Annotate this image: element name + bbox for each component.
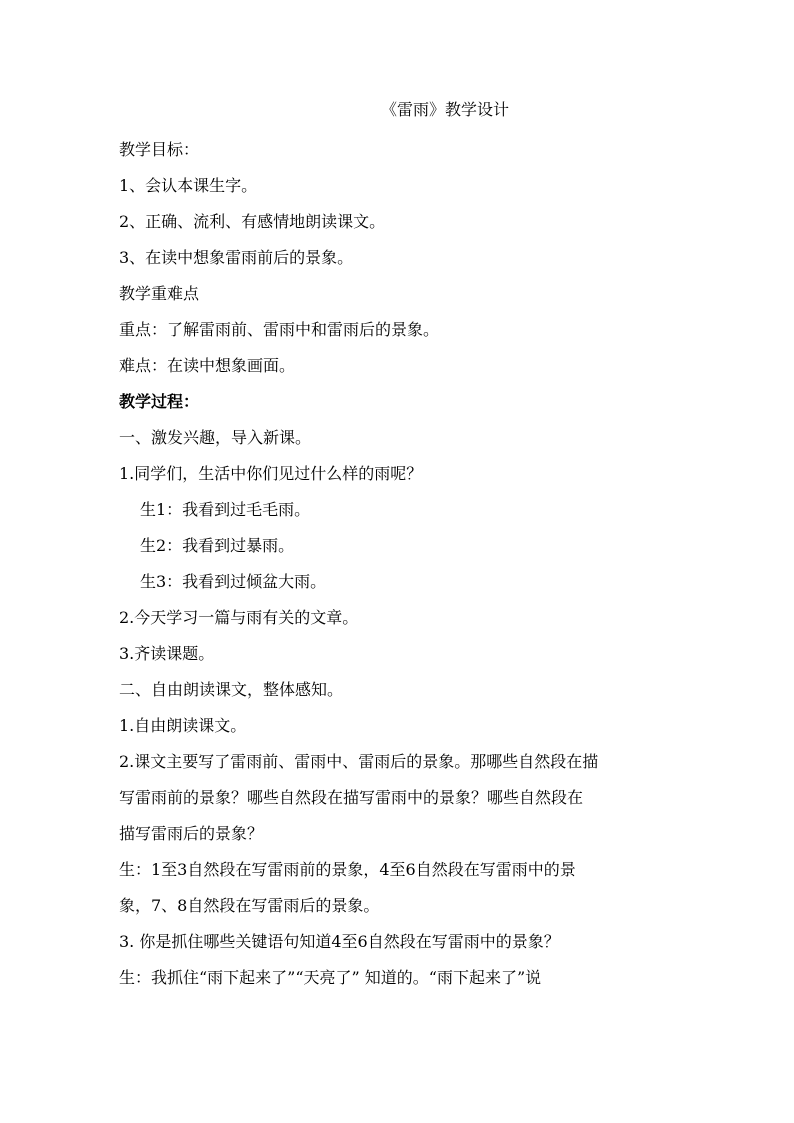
paragraph-line: 教学过程： (119, 392, 200, 411)
paragraph-line: 生2：我看到过暴雨。 (140, 536, 295, 555)
paragraph-line: 2.今天学习一篇与雨有关的文章。 (119, 608, 359, 627)
paragraph-line: 3.齐读课题。 (119, 644, 215, 663)
paragraph-line: 教学目标： (119, 140, 200, 159)
paragraph-line: 1.同学们，生活中你们见过什么样的雨呢？ (119, 464, 423, 483)
paragraph-line: 生：1至3自然段在写雷雨前的景象，4至6自然段在写雷雨中的景 (119, 860, 576, 879)
paragraph-line: 3、在读中想象雷雨前后的景象。 (119, 248, 354, 267)
paragraph-line: 2.课文主要写了雷雨前、雷雨中、雷雨后的景象。那哪些自然段在描 (119, 752, 599, 771)
paragraph-line: 二、自由朗读课文，整体感知。 (119, 680, 344, 699)
paragraph-line: 描写雷雨后的景象？ (119, 824, 264, 843)
paragraph-line: 1、会认本课生字。 (119, 176, 258, 195)
paragraph-line: 难点：在读中想象画面。 (119, 356, 296, 375)
paragraph-line: 1.自由朗读课文。 (119, 716, 247, 735)
paragraph-line: 2、正确、流利、有感情地朗读课文。 (119, 212, 386, 231)
document-title: 《雷雨》教学设计 (381, 100, 510, 119)
paragraph-line: 生3：我看到过倾盆大雨。 (140, 572, 327, 591)
document-body (119, 132, 679, 996)
paragraph-line: 写雷雨前的景象？哪些自然段在描写雷雨中的景象？哪些自然段在 (119, 788, 584, 807)
paragraph-line: 象，7、8自然段在写雷雨后的景象。 (119, 896, 380, 915)
paragraph-line: 生：我抓住“雨下起来了”“天亮了” 知道的。“雨下起来了”说 (119, 968, 542, 987)
paragraph-line: 重点：了解雷雨前、雷雨中和雷雨后的景象。 (119, 320, 440, 339)
paragraph-line: 一、激发兴趣，导入新课。 (119, 428, 312, 447)
paragraph-line: 教学重难点 (119, 284, 200, 303)
paragraph-line: 3. 你是抓住哪些关键语句知道4至6自然段在写雷雨中的景象？ (119, 932, 560, 951)
paragraph-line: 生1：我看到过毛毛雨。 (140, 500, 311, 519)
